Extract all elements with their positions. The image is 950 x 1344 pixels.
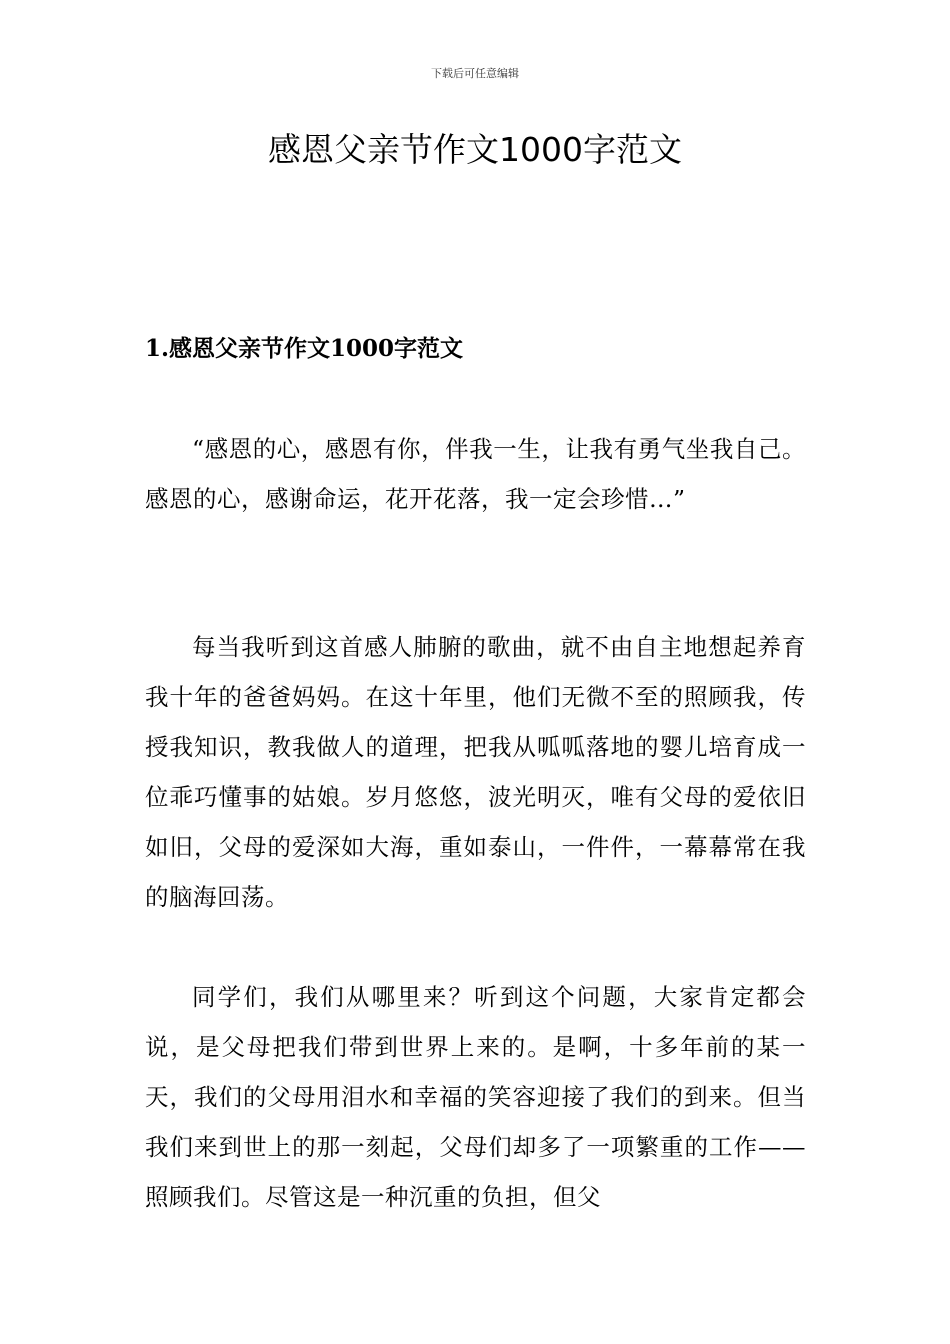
page-title: 感恩父亲节作文1000字范文 <box>268 130 682 169</box>
paragraph-lyrics-quote: “感恩的心，感恩有你，伴我一生，让我有勇气坐我自己。感恩的心，感谢命运，花开花落，我一定会珍惜…” <box>145 435 806 513</box>
paragraph-parents-love: 每当我听到这首感人肺腑的歌曲，就不由自主地想起养育我十年的爸爸妈妈。在这十年里，他们无微不至的照顾我，传授我知识，教我做人的道理，把我从呱呱落地的婴儿培育成一位乖巧懂事的姑娘。岁月悠悠，波光明灭，唯有父母的爱依旧如旧，父母的爱深如大海，重如泰山，一件件，一幕幕常在我的脑海回荡。 <box>145 633 806 911</box>
paragraph-where-from: 同学们，我们从哪里来？听到这个问题，大家肯定都会说，是父母把我们带到世界上来的。是啊，十多年前的某一天，我们的父母用泪水和幸福的笑容迎接了我们的到来。但当我们来到世上的那一刻起，父母们却多了一项繁重的工作——照顾我们。尽管这是一种沉重的负担，但父 <box>145 983 806 1211</box>
section-heading: 1.感恩父亲节作文1000字范文 <box>145 335 464 362</box>
header-note: 下载后可任意编辑 <box>431 67 519 80</box>
